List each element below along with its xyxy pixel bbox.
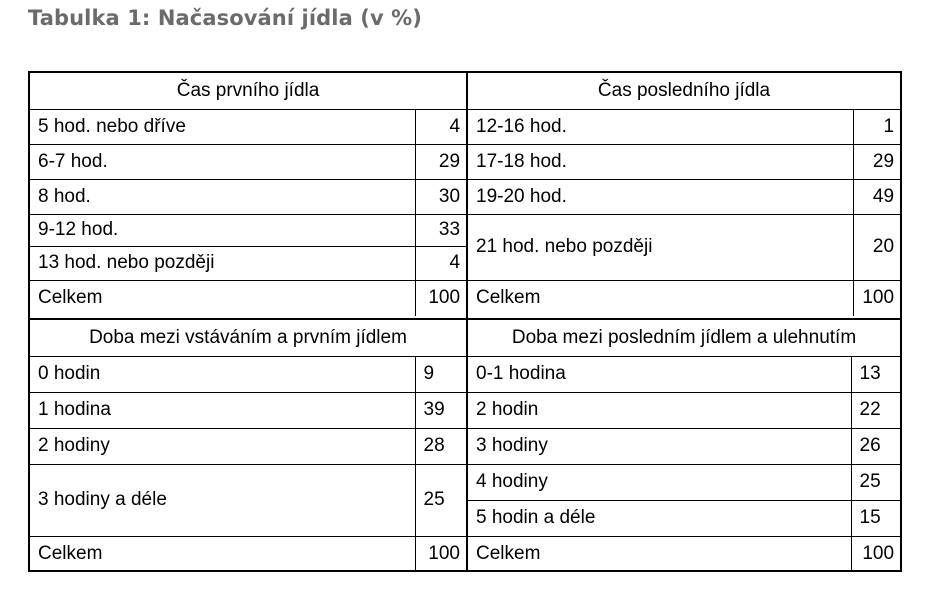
table-row <box>30 464 466 536</box>
table-row <box>468 464 900 500</box>
row-label: 13 hod. nebo později <box>30 246 415 280</box>
row-value: 30 <box>415 179 466 214</box>
table-row <box>30 179 466 214</box>
row-label: 17-18 hod. <box>468 144 853 179</box>
row-label: 3 hodiny a déle <box>30 464 415 536</box>
row-label: Celkem <box>468 280 853 316</box>
row-value: 100 <box>415 280 466 316</box>
last-meal-to-sleep-header: Doba mezi posledním jídlem a ulehnutím <box>468 320 900 356</box>
row-label: 2 hodin <box>468 392 851 428</box>
row-label: 19-20 hod. <box>468 179 853 214</box>
row-value: 26 <box>851 428 900 464</box>
row-label: 3 hodiny <box>468 428 851 464</box>
total-row <box>30 280 466 316</box>
total-row <box>30 536 466 572</box>
table-row <box>30 246 466 280</box>
table-row <box>468 179 900 214</box>
row-label: 4 hodiny <box>468 464 851 500</box>
table-row <box>468 428 900 464</box>
table-row <box>30 428 466 464</box>
row-value: 100 <box>853 280 900 316</box>
row-value: 25 <box>415 464 466 536</box>
row-label: 6-7 hod. <box>30 144 415 179</box>
row-value: 13 <box>851 356 900 392</box>
wake-to-first-meal-header: Doba mezi vstáváním a prvním jídlem <box>30 320 466 356</box>
first-meal-table <box>30 73 466 316</box>
last-meal-to-sleep-table <box>468 320 900 572</box>
table-row <box>30 356 466 392</box>
row-value: 100 <box>851 536 900 572</box>
row-value: 20 <box>853 214 900 280</box>
row-value: 9 <box>415 356 466 392</box>
last-meal-table <box>468 73 900 316</box>
table-row <box>468 356 900 392</box>
row-label: 0-1 hodina <box>468 356 851 392</box>
row-value: 28 <box>415 428 466 464</box>
first-meal-header: Čas prvního jídla <box>30 73 466 109</box>
row-label: 0 hodin <box>30 356 415 392</box>
row-value: 100 <box>415 536 466 572</box>
row-label: 5 hodin a déle <box>468 500 851 536</box>
row-value: 39 <box>415 392 466 428</box>
row-label: 21 hod. nebo později <box>468 214 853 280</box>
row-value: 15 <box>851 500 900 536</box>
row-label: 9-12 hod. <box>30 214 415 246</box>
table-row <box>30 214 466 246</box>
table-row <box>468 109 900 144</box>
row-label: Celkem <box>30 536 415 572</box>
table-caption: Tabulka 1: Načasování jídla (v %) <box>28 6 422 30</box>
table-row <box>30 392 466 428</box>
row-value: 29 <box>415 144 466 179</box>
row-value: 25 <box>851 464 900 500</box>
table-row <box>468 144 900 179</box>
table-row <box>468 392 900 428</box>
row-value: 49 <box>853 179 900 214</box>
row-value: 4 <box>415 109 466 144</box>
row-label: 8 hod. <box>30 179 415 214</box>
row-value: 1 <box>853 109 900 144</box>
table-row <box>30 109 466 144</box>
row-label: 5 hod. nebo dříve <box>30 109 415 144</box>
row-value: 22 <box>851 392 900 428</box>
row-value: 4 <box>415 246 466 280</box>
wake-to-first-meal-table <box>30 320 466 572</box>
table-row <box>30 144 466 179</box>
total-row <box>468 536 900 572</box>
row-value: 29 <box>853 144 900 179</box>
table-row <box>468 214 900 280</box>
row-label: Celkem <box>468 536 851 572</box>
row-label: 1 hodina <box>30 392 415 428</box>
table-row <box>468 500 900 536</box>
row-label: Celkem <box>30 280 415 316</box>
row-value: 33 <box>415 214 466 246</box>
vertical-divider <box>466 73 468 570</box>
row-label: 2 hodiny <box>30 428 415 464</box>
last-meal-header: Čas posledního jídla <box>468 73 900 109</box>
horizontal-divider <box>30 318 900 320</box>
meal-timing-table <box>28 71 902 572</box>
total-row <box>468 280 900 316</box>
row-label: 12-16 hod. <box>468 109 853 144</box>
